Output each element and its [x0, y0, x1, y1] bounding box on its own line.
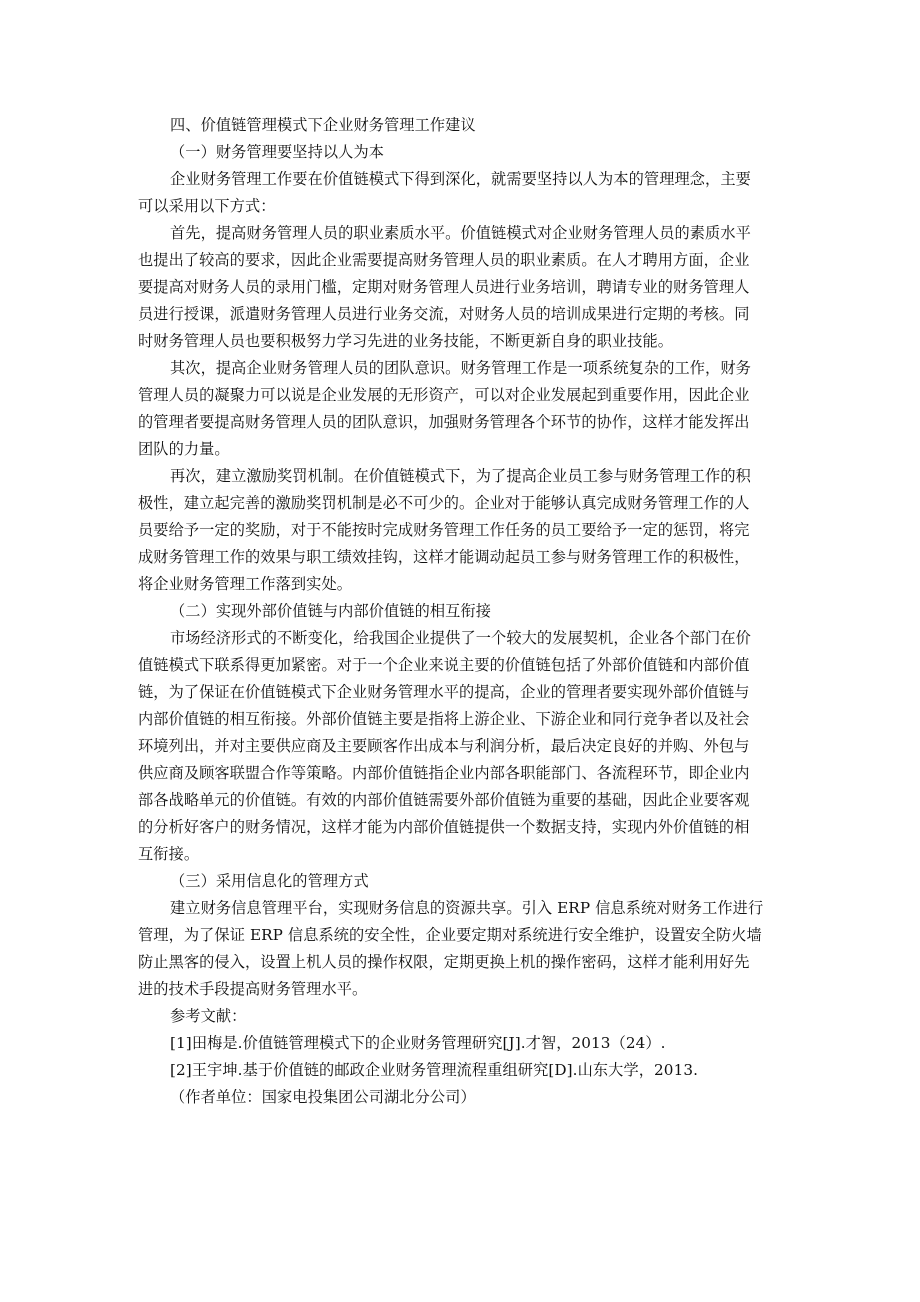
paragraph-line: 员要给予一定的奖励，对于不能按时完成财务管理工作任务的员工要给予一定的惩罚，将完	[138, 521, 750, 539]
paragraph-line: 的管理者要提高财务管理人员的团队意识，加强财务管理各个环节的协作，这样才能发挥出	[138, 413, 750, 431]
reference-item: [2]王宇坤.基于价值链的邮政企业财务管理流程重组研究[D].山东大学，2013.	[170, 1061, 699, 1079]
paragraph-line: 进的技术手段提高财务管理水平。	[138, 980, 368, 998]
paragraph-line: 环境列出，并对主要供应商及主要顾客作出成本与利润分析，最后决定良好的并购、外包与	[138, 737, 750, 755]
paragraph-line: 要提高对财务人员的录用门槛，定期对财务管理人员进行业务培训，聘请专业的财务管理人	[138, 278, 750, 296]
section-heading: 四、价值链管理模式下企业财务管理工作建议	[170, 116, 476, 134]
paragraph-line: 的分析好客户的财务情况，这样才能为内部价值链提供一个数据支持，实现内外价值链的相	[138, 818, 750, 836]
subsection-heading: （二）实现外部价值链与内部价值链的相互衔接	[170, 602, 492, 620]
paragraph-line: 防止黑客的侵入，设置上机人员的操作权限，定期更换上机的操作密码，这样才能利用好先	[138, 953, 750, 971]
paragraph-line: 管理，为了保证 ERP 信息系统的安全性，企业要定期对系统进行安全维护，设置安全防火墙	[138, 926, 762, 944]
reference-item: [1]田梅是.价值链管理模式下的企业财务管理研究[J].才智，2013（24）.	[170, 1034, 666, 1052]
paragraph-line: 可以采用以下方式：	[138, 197, 276, 215]
paragraph-line: 将企业财务管理工作落到实处。	[138, 575, 353, 593]
subsection-heading: （三）采用信息化的管理方式	[170, 872, 369, 890]
paragraph-line: 值链模式下联系得更加紧密。对于一个企业来说主要的价值链包括了外部价值链和内部价值	[138, 656, 750, 674]
paragraph-line: 链，为了保证在价值链模式下企业财务管理水平的提高，企业的管理者要实现外部价值链与	[138, 683, 750, 701]
paragraph-line: 极性，建立起完善的激励奖罚机制是必不可少的。企业对于能够认真完成财务管理工作的人	[138, 494, 750, 512]
paragraph-line: 企业财务管理工作要在价值链模式下得到深化，就需要坚持以人为本的管理理念，主要	[170, 170, 751, 188]
paragraph-line: 团队的力量。	[138, 440, 230, 458]
paragraph-line: 管理人员的凝聚力可以说是企业发展的无形资产，可以对企业发展起到重要作用，因此企业	[138, 386, 750, 404]
paragraph-line: 建立财务信息管理平台，实现财务信息的资源共享。引入 ERP 信息系统对财务工作进行	[170, 899, 764, 917]
document-body	[138, 112, 786, 1111]
author-affiliation: （作者单位：国家电投集团公司湖北分公司）	[170, 1088, 476, 1106]
paragraph-line: 内部价值链的相互衔接。外部价值链主要是指将上游企业、下游企业和同行竞争者以及社会	[138, 710, 750, 728]
paragraph-line: 也提出了较高的要求，因此企业需要提高财务管理人员的职业素质。在人才聘用方面，企业	[138, 251, 750, 269]
paragraph-line: 再次，建立激励奖罚机制。在价值链模式下，为了提高企业员工参与财务管理工作的积	[170, 467, 751, 485]
paragraph-line: 供应商及顾客联盟合作等策略。内部价值链指企业内部各职能部门、各流程环节，即企业内	[138, 764, 750, 782]
paragraph-line: 其次，提高企业财务管理人员的团队意识。财务管理工作是一项系统复杂的工作，财务	[170, 359, 751, 377]
references-heading: 参考文献：	[170, 1007, 247, 1025]
paragraph-line: 时财务管理人员也要积极努力学习先进的业务技能，不断更新自身的职业技能。	[138, 332, 674, 350]
paragraph-line: 成财务管理工作的效果与职工绩效挂钩，这样才能调动起员工参与财务管理工作的积极性，	[138, 548, 750, 566]
paragraph-line: 员进行授课，派遣财务管理人员进行业务交流，对财务人员的培训成果进行定期的考核。同	[138, 305, 750, 323]
paragraph-line: 部各战略单元的价值链。有效的内部价值链需要外部价值链为重要的基础，因此企业要客观	[138, 791, 750, 809]
paragraph-line: 首先，提高财务管理人员的职业素质水平。价值链模式对企业财务管理人员的素质水平	[170, 224, 751, 242]
paragraph-line: 互衔接。	[138, 845, 200, 863]
paragraph-line: 市场经济形式的不断变化，给我国企业提供了一个较大的发展契机，企业各个部门在价	[170, 629, 751, 647]
subsection-heading: （一）财务管理要坚持以人为本	[170, 143, 385, 161]
